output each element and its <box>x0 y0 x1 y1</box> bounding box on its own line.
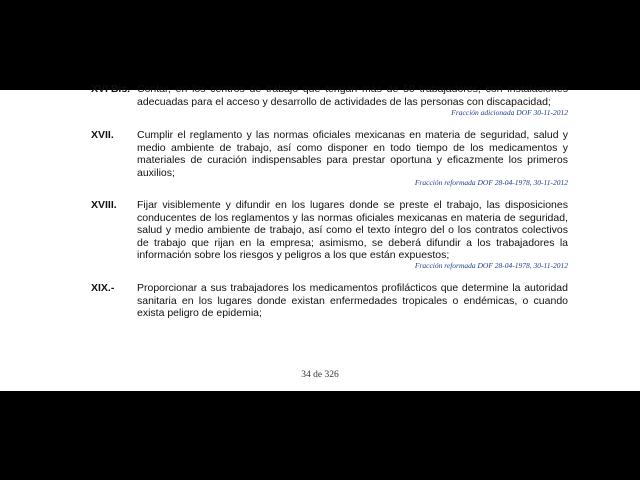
article-note: Fracción reformada DOF 28-04-1978, 30-11-2012 <box>414 261 568 270</box>
page-number: 34 de 326 <box>301 370 339 380</box>
article-text: Proporcionar a sus trabajadores los medicamentos profilácticos que determine la autoridad sanitaria en los lugares donde existan enfermedades tropicales o endémicas, o cuando exista peligro de epidemia; <box>137 282 568 320</box>
article-number: XVIII. <box>91 199 117 211</box>
article-number: XIX.- <box>91 282 115 294</box>
article-number: XVII. <box>91 129 114 141</box>
article-text: Cumplir el reglamento y las normas oficiales mexicanas en materia de seguridad, salud y medio ambiente de trabajo, así como disponer en todo tiempo de los medicamentos y materiales de curación indispensables para prestar oportuna y eficazmente los primeros auxilios; <box>137 129 568 179</box>
article-note: Fracción reformada DOF 28-04-1978, 30-11-2012 <box>414 178 568 187</box>
article-number: XVI Bis. <box>91 83 131 95</box>
article-text: Contar, en los centros de trabajo que tengan más de 50 trabajadores, con instalaciones adecuadas para el acceso y desarrollo de actividades de las personas con discapacidad; <box>137 83 568 108</box>
document-page <box>0 83 640 391</box>
article-note: Fracción adicionada DOF 30-11-2012 <box>451 108 568 117</box>
article-text: Fijar visiblemente y difundir en los lugares donde se preste el trabajo, las disposiciones conducentes de los reglamentos y las normas oficiales mexicanas en materia de seguridad, salud y medio ambiente de trabajo, así como el texto íntegro del o los contratos colectivos de trabajo que rijan en la empresa; asimismo, se deberá difundir a los trabajadores la información sobre los riesgos y peligros a los que están expuestos; <box>137 199 568 262</box>
